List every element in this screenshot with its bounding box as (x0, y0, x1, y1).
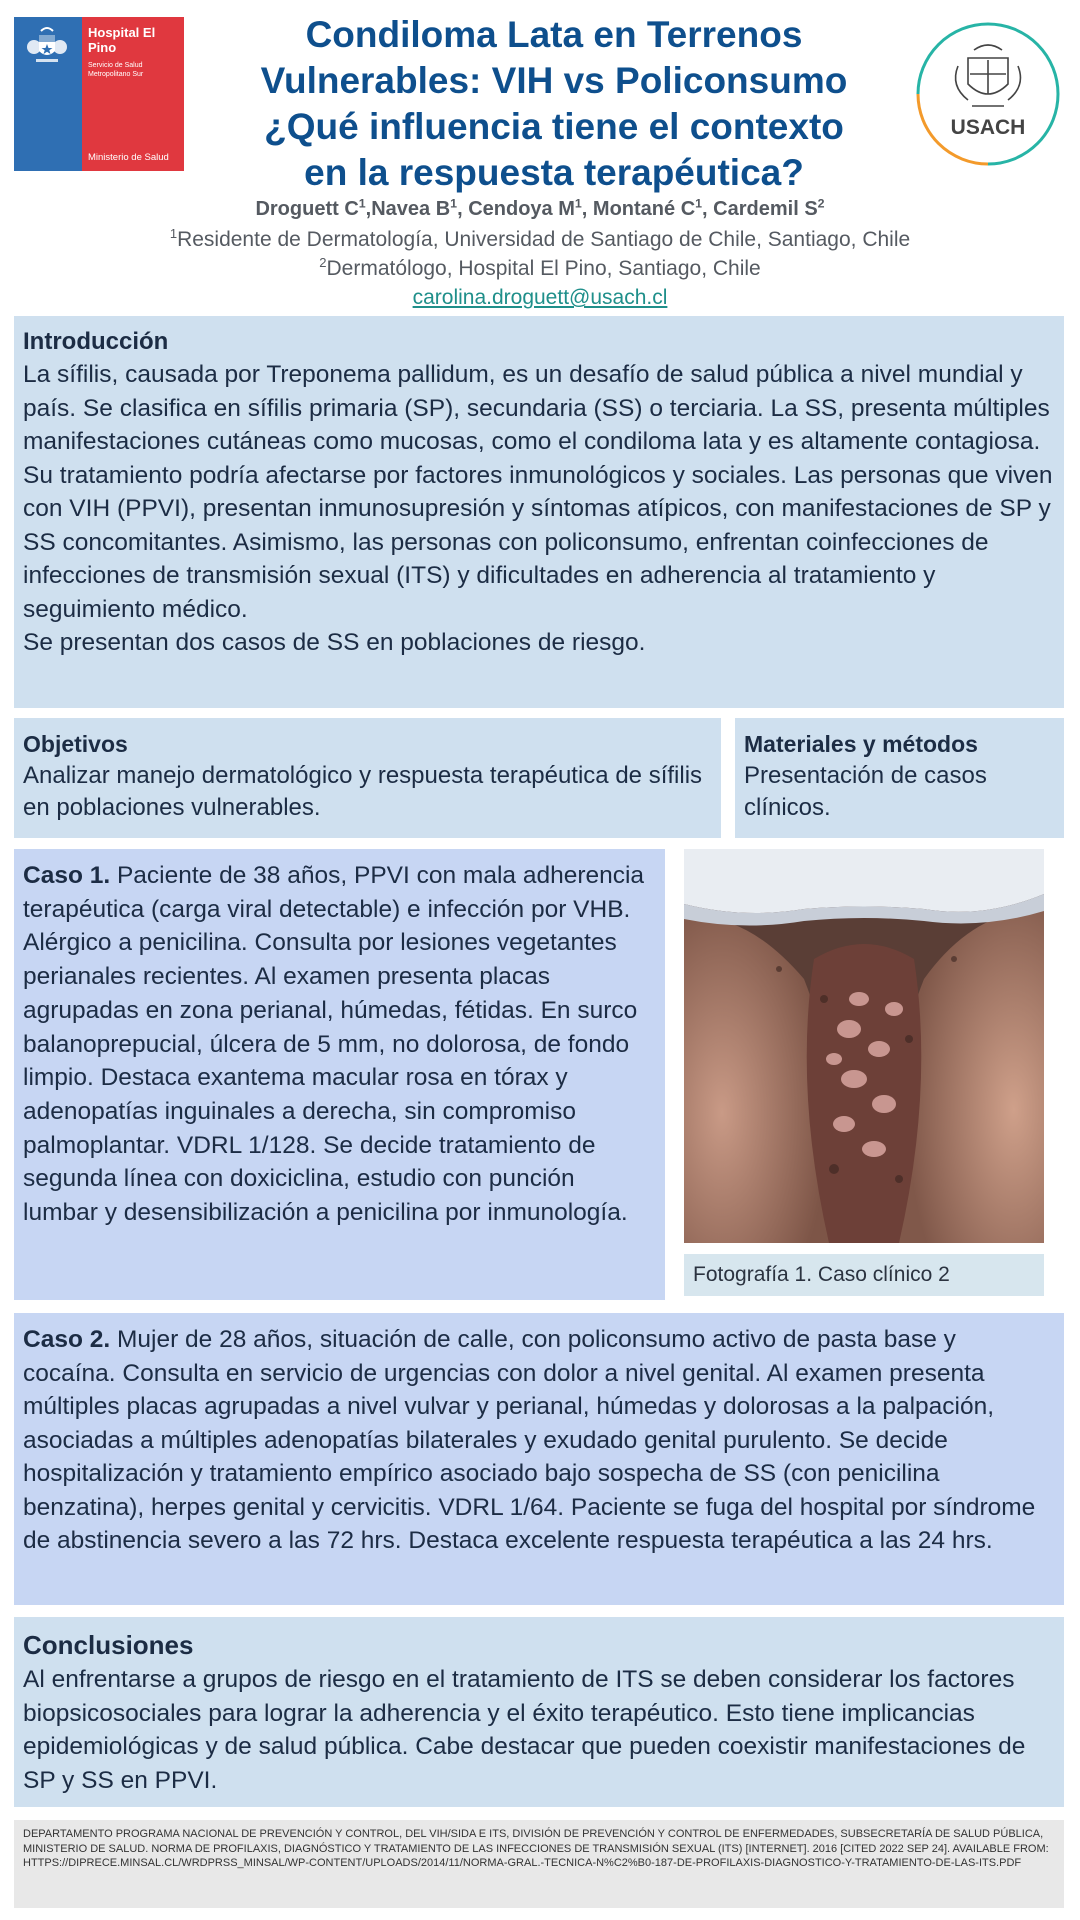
author-affiliation-number: 1 (358, 196, 366, 211)
author-name: Navea B (371, 198, 451, 220)
title-line: Vulnerables: VIH vs Policonsumo (260, 60, 848, 101)
paragraph: Caso 2. Mujer de 28 años, situación de calle, con policonsumo activo de pasta base y cocaína. Consulta en servicio de urgencias con dolor a nivel genital. Al examen presenta múltiples placas agrupadas a nivel vulvar y perianal, húmedas y dolorosas a la palpación, asociadas a múltiples adenopatías bilaterales y exudado genital purulento. Se decide hospitalización y tratamiento empírico asociado bajo sospecha de SS (con penicilina benzatina), herpes genital y cervicitis. VDRL 1/64. Paciente se fuga del hospital por síndrome de abstinencia severo a las 72 hrs. Destaca excelente respuesta terapéutica a las 24 hrs. (23, 1326, 1036, 1554)
author-name: Cardemil S (713, 198, 818, 220)
logo-red-block (82, 17, 184, 171)
title-line: en la respuesta terapéutica? (304, 152, 804, 193)
ministry-name: Ministerio de Salud (88, 152, 169, 163)
chile-coat-of-arms-icon (24, 23, 70, 67)
poster-title (200, 12, 908, 196)
usach-label: USACH (950, 116, 1026, 139)
affiliation-2: $^2$Dermatólogo, Hospital El Pino, Santiago, Chile (319, 255, 761, 280)
section-heading: Materiales y métodos (744, 731, 978, 757)
contact-email-link[interactable]: carolina.droguett@usach.cl (412, 286, 668, 309)
author-list: Droguett $C^1,Navea$ $B^1$, Cendoya $M^1$, Montané $C^1$, Cardemil $S^2$ (255, 196, 825, 220)
case-2-section (14, 1313, 1064, 1605)
hospital-name: Hospital El Pino (88, 25, 156, 55)
usach-logo (914, 20, 1062, 168)
case-label: Caso 2. (23, 1326, 111, 1353)
author-name: Cendoya M (468, 198, 575, 220)
paragraph: Analizar manejo dermatológico y respuesta terapéutica de sífilis en poblaciones vulnerables. (23, 762, 703, 821)
objectives-section (14, 718, 721, 838)
author-name: Droguett C (255, 198, 359, 220)
photo-caption: Fotografía 1. Caso clínico 2 (684, 1254, 1044, 1296)
section-heading: Objetivos (23, 731, 128, 757)
title-line: Condiloma Lata en Terrenos (305, 14, 803, 55)
case-1-section (14, 849, 665, 1300)
title-line: ¿Qué influencia tiene el contexto (264, 106, 844, 147)
methods-section (735, 718, 1064, 838)
usach-crest-icon (956, 45, 1021, 106)
case-label: Caso 1. (23, 862, 111, 889)
author-name: Montané C (592, 198, 696, 220)
author-affiliation-number: 1 (450, 196, 458, 211)
paragraph: Presentación de casos clínicos. (744, 762, 987, 821)
author-affiliation-number: 1 (574, 196, 582, 211)
clinical-photo (684, 849, 1044, 1243)
paragraph: Su tratamiento podría afectarse por factores inmunológicos y sociales. Las personas que viven con VIH (PPVI), presentan inmunosupresión y síntomas atípicos, con manifestaciones de SP y SS concomitantes. Asimismo, las personas con policonsumo, enfrentan coinfecciones de infecciones de transmisión sexual (ITS) y dificultades en adherencia al tratamiento y seguimiento médico. (23, 461, 1053, 623)
health-service-name: Servicio de Salud Metropolitano Sur (88, 62, 144, 78)
paragraph: La sífilis, causada por Treponema pallidum, es un desafío de salud pública a nivel mundial y país. Se clasifica en sífilis primaria (SP), secundaria (SS) o terciaria. La SS, presenta múltiples manifestaciones cutáneas como mucosas, como el condiloma lata y es altamente contagiosa. (23, 361, 1050, 455)
references-section: DEPARTAMENTO PROGRAMA NACIONAL DE PREVENCIÓN Y CONTROL, DEL VIH/SIDA E ITS, DIVISIÓN DE PREVENCIÓN Y CONTROL DE ENFERMEDADES, SUBSECRETARÍA DE SALUD PÚBLICA, MINISTERIO DE SALUD. NORMA DE PROFILAXIS, DIAGNÓSTICO Y TRATAMIENTO DE LAS INFECCIONES DE TRANSMISIÓN SEXUAL (ITS) [INTERNET]. 2016 [CITED 2022 SEP 24]. AVAILABLE FROM: HTTPS://DIPRECE.MINSAL.CL/WRDPRSS_MINSAL/WP-CONTENT/UPLOADS/2014/11/NORMA-GRAL.-TECNICA-N%C2%B0-187-DE-PROFILAXIS-DIAGNOSTICO-Y-TRATAMIENTO-DE-LAS-ITS.PDF (14, 1820, 1064, 1908)
section-heading: Conclusiones (23, 1630, 194, 1660)
author-affiliation-number: 1 (695, 196, 703, 211)
logo-blue-block (14, 17, 82, 171)
paragraph: Se presentan dos casos de SS en poblaciones de riesgo. (23, 629, 646, 656)
paragraph: Caso 1. Paciente de 38 años, PPVI con mala adherencia terapéutica (carga viral detectable) e infección por VHB. Alérgico a penicilina. Consulta por lesiones vegetantes perianales recientes. Al examen presenta placas agrupadas en zona perianal, húmedas, fétidas. En surco balanoprepucial, úlcera de 5 mm, no dolorosa, de fondo limpio. Destaca exantema macular rosa en tórax y adenopatías inguinales a derecha, sin compromiso palmoplantar. VDRL 1/128. Se decide tratamiento de segunda línea con doxiciclina, estudio con punción lumbar y desensibilización a penicilina por inmunología. (23, 862, 645, 1227)
conclusions-section (14, 1617, 1064, 1807)
introduction-section (14, 316, 1064, 708)
paragraph: Al enfrentarse a grupos de riesgo en el tratamiento de ITS se deben considerar los factores biopsicosociales para lograr la adherencia y el éxito terapéutico. Esto tiene implicancias epidemiológicas y de salud pública. Cabe destacar que pueden coexistir manifestaciones de SP y SS en PPVI. (23, 1666, 1026, 1794)
author-affiliation-number: 2 (817, 196, 825, 211)
section-heading: Introducción (23, 328, 169, 355)
affiliation-1: $^1$Residente de Dermatología, Universidad de Santiago de Chile, Santiago, Chile (169, 226, 911, 251)
hospital-el-pino-logo (14, 17, 184, 171)
